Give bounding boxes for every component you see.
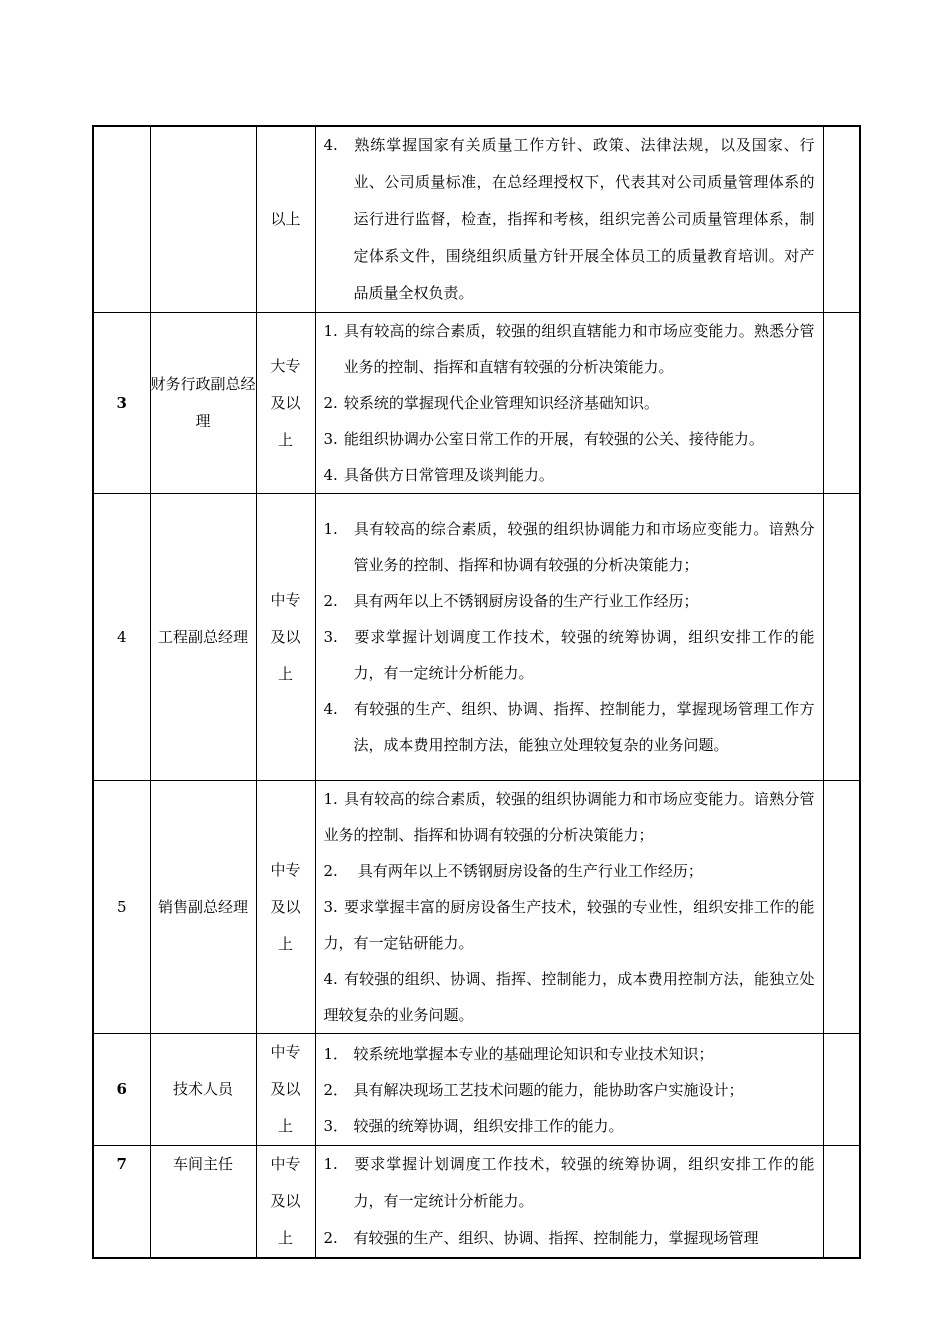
row-number: 4 (93, 494, 150, 781)
requirement-item (324, 889, 815, 961)
item-text: 较强的统筹协调，组织安排工作的能力。 (353, 1116, 624, 1135)
education-requirement: 中专及以上 (256, 1034, 315, 1146)
item-number: 2. (323, 862, 338, 880)
education-requirement: 中专及以上 (256, 494, 315, 781)
education-requirement: 中专及以上 (256, 781, 315, 1034)
item-number: 1． (323, 1044, 349, 1063)
position-title: 财务行政副总经理 (150, 313, 256, 494)
item-number: 4. (323, 700, 338, 718)
requirement-item (324, 1108, 815, 1144)
item-number: 1. (323, 1155, 338, 1173)
requirements-cell (315, 494, 823, 781)
item-number: 1. (323, 790, 338, 808)
requirement-item (324, 127, 815, 312)
requirement-item (324, 691, 815, 763)
table-row (93, 1034, 860, 1146)
requirements-cell (315, 126, 823, 313)
table-row (93, 494, 860, 781)
row-number: 6 (93, 1034, 150, 1146)
requirements-cell (315, 781, 823, 1034)
position-requirements-table (92, 125, 861, 1259)
table-row (93, 781, 860, 1034)
item-text: 具有较高的综合素质，较强的组织协调能力和市场应变能力。谙熟分管业务的控制、指挥和协调有较强的分析决策能力； (353, 520, 815, 574)
requirements-cell (315, 1034, 823, 1146)
requirement-item (324, 1146, 815, 1220)
remarks-cell (823, 1034, 860, 1146)
requirement-item (324, 853, 815, 889)
item-text: 具有解决现场工艺技术问题的能力，能协助客户实施设计； (353, 1080, 744, 1099)
remarks-cell (823, 494, 860, 781)
position-title: 车间主任 (150, 1146, 256, 1259)
item-number: 2. (323, 1229, 338, 1247)
item-text: 具有较高的综合素质，较强的组织协调能力和市场应变能力。谙熟分管业务的控制、指挥和协调有较强的分析决策能力； (323, 790, 815, 844)
requirement-item (324, 457, 815, 493)
requirements-cell (315, 1146, 823, 1259)
remarks-cell (823, 126, 860, 313)
item-number: 3. (323, 898, 338, 916)
requirement-item (324, 619, 815, 691)
education-requirement: 大专及以上 (256, 313, 315, 494)
item-text: 较系统的掌握现代企业管理知识经济基础知识。 (343, 394, 659, 412)
table-row (93, 126, 860, 313)
item-number: 2. (323, 394, 338, 412)
item-text: 能组织协调办公室日常工作的开展，有较强的公关、接待能力。 (343, 430, 764, 448)
item-text: 具有两年以上不锈钢厨房设备的生产行业工作经历； (353, 592, 699, 610)
item-number: 3. (323, 628, 338, 646)
item-number: 4. (323, 970, 338, 988)
education-requirement: 中专及以上 (256, 1146, 315, 1259)
requirement-item (324, 1036, 815, 1072)
item-text: 有较强的组织、协调、指挥、控制能力，成本费用控制方法，能独立处理较复杂的业务问题。 (323, 970, 815, 1024)
item-number: 2. (323, 592, 338, 610)
row-number: 5 (93, 781, 150, 1034)
item-number: 4. (323, 466, 338, 484)
remarks-cell (823, 1146, 860, 1259)
item-number: 3. (323, 430, 338, 448)
item-number: 4. (323, 136, 338, 154)
item-text: 有较强的生产、组织、协调、指挥、控制能力，掌握现场管理 (353, 1229, 759, 1247)
requirement-item (324, 313, 815, 385)
item-text: 较系统地掌握本专业的基础理论知识和专业技术知识； (353, 1044, 714, 1063)
item-text: 有较强的生产、组织、协调、指挥、控制能力，掌握现场管理工作方法，成本费用控制方法，能独立处理较复杂的业务问题。 (353, 700, 815, 754)
table-row (93, 1146, 860, 1259)
item-text: 具备供方日常管理及谈判能力。 (343, 466, 554, 484)
requirement-item (324, 583, 815, 619)
item-text: 要求掌握计划调度工作技术，较强的统筹协调，组织安排工作的能力，有一定统计分析能力。 (353, 628, 815, 682)
item-number: 2． (323, 1080, 349, 1099)
requirement-item (324, 961, 815, 1033)
remarks-cell (823, 781, 860, 1034)
item-text: 要求掌握丰富的厨房设备生产技术，较强的专业性，组织安排工作的能力，有一定钻研能力。 (323, 898, 815, 952)
education-requirement: 以上 (256, 126, 315, 313)
position-title: 技术人员 (150, 1034, 256, 1146)
requirements-cell (315, 313, 823, 494)
table-row (93, 313, 860, 494)
requirement-item (324, 1220, 815, 1257)
requirement-item (324, 385, 815, 421)
item-number: 1. (323, 520, 338, 538)
item-text: 具有两年以上不锈钢厨房设备的生产行业工作经历； (357, 862, 703, 880)
row-number (93, 126, 150, 313)
item-text: 具有较高的综合素质，较强的组织直辖能力和市场应变能力。熟悉分管业务的控制、指挥和直辖有较强的分析决策能力。 (343, 322, 815, 376)
row-number: 3 (93, 313, 150, 494)
position-title (150, 126, 256, 313)
row-number: 7 (93, 1146, 150, 1259)
position-title: 工程副总经理 (150, 494, 256, 781)
position-title: 销售副总经理 (150, 781, 256, 1034)
item-number: 1. (323, 322, 338, 340)
requirement-item (324, 511, 815, 583)
item-text: 要求掌握计划调度工作技术，较强的统筹协调，组织安排工作的能力，有一定统计分析能力。 (353, 1155, 815, 1210)
remarks-cell (823, 313, 860, 494)
requirement-item (324, 781, 815, 853)
item-text: 熟练掌握国家有关质量工作方针、政策、法律法规，以及国家、行业、公司质量标准，在总经理授权下，代表其对公司质量管理体系的运行进行监督，检查，指挥和考核，组织完善公司质量管理体系，制定体系文件，围绕组织质量方针开展全体员工的质量教育培训。对产品质量全权负责。 (353, 136, 815, 302)
requirement-item (324, 1072, 815, 1108)
item-number: 3． (323, 1116, 349, 1135)
requirement-item (324, 421, 815, 457)
